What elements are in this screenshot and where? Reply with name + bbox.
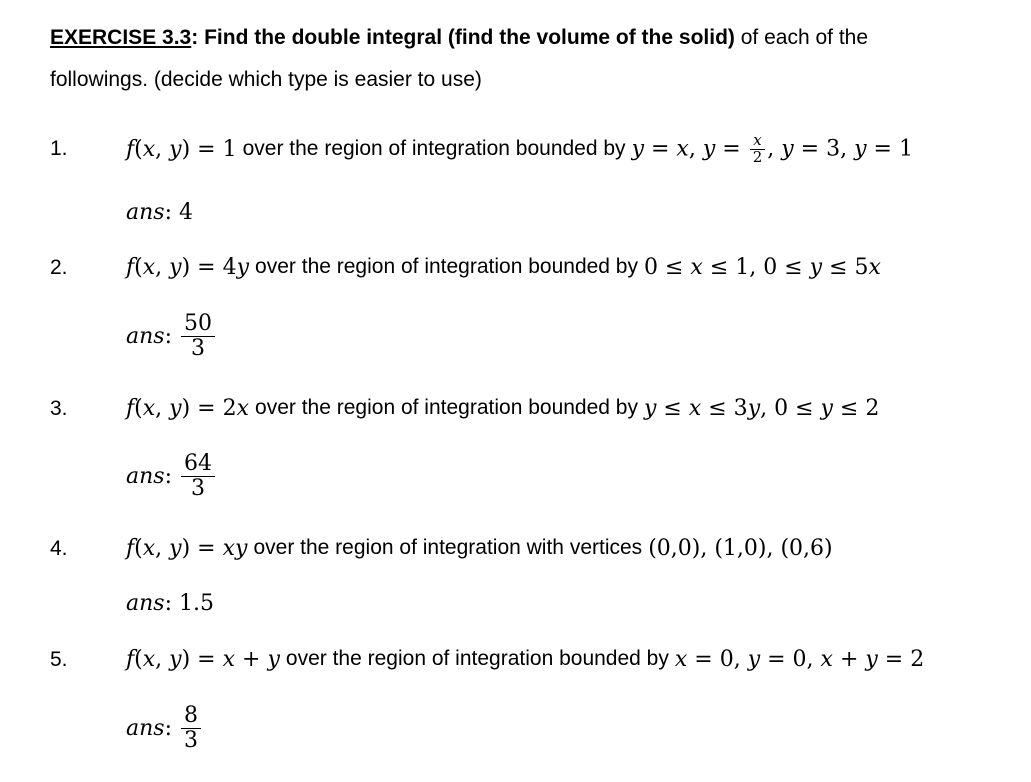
problem-4-statement xyxy=(126,531,833,565)
problem-1-number: 1. xyxy=(50,137,68,160)
problem-2-statement xyxy=(126,250,881,284)
problem-5-statement xyxy=(126,642,924,676)
problem-3-answer: ans : $\frac{64}{3}$ xyxy=(126,444,217,508)
problem-4-region: (0,0), (1,0), (0,6) xyxy=(648,535,833,561)
problem-1-answer: ans : 4 xyxy=(126,199,193,225)
problem-2-answer: ans : $\frac{50}{3}$ xyxy=(126,304,217,368)
problem-1-statement xyxy=(126,124,913,174)
problem-5-answer-denominator: 3 xyxy=(183,727,198,753)
problem-4-answer-value: 1.5 xyxy=(178,590,214,616)
problem-5-answer-numerator: 8 xyxy=(183,703,198,729)
exercise-label: EXERCISE 3.3 xyxy=(50,26,192,49)
problem-5-answer: ans : $\frac{8}{3}$ xyxy=(126,696,203,760)
problem-3-region: y ≤ x ≤ 3y, 0 ≤ y ≤ 2 xyxy=(643,395,880,421)
problem-4-answer: ans : 1.5 xyxy=(126,590,214,616)
problem-1-function: f(x, y) = 1 xyxy=(126,136,237,162)
problem-2-number: 2. xyxy=(50,256,68,279)
problem-5-region: x = 0, y = 0, x + y = 2 xyxy=(674,646,925,672)
problem-4-ans-label: ans xyxy=(126,590,165,616)
problem-4-function: f(x, y) = xy xyxy=(126,535,248,561)
problem-2-answer-fraction xyxy=(181,312,215,359)
problem-3-region-text: over the region of integration bounded by xyxy=(255,396,638,419)
problem-1-region-text: over the region of integration bounded by xyxy=(242,137,626,160)
problem-5-ans-label: ans xyxy=(126,715,165,741)
problem-1-ans-label: ans xyxy=(126,199,165,225)
problem-3-answer-fraction xyxy=(181,452,215,499)
instructions-text: followings. (decide which type is easier to use) xyxy=(50,68,482,91)
exercise-heading xyxy=(50,26,868,50)
problem-4-vertices-text: over the region of integration with vertices xyxy=(253,536,643,559)
problem-3-function: f(x, y) = 2x xyxy=(126,395,250,421)
problem-3-statement xyxy=(126,391,879,425)
problem-5-answer-fraction xyxy=(181,704,201,751)
problem-5-function: f(x, y) = x + y xyxy=(126,646,280,672)
problem-3-ans-label: ans xyxy=(126,463,165,489)
problem-3-number: 3. xyxy=(50,397,68,420)
problem-2-ans-label: ans xyxy=(126,323,165,349)
problem-2-region: 0 ≤ x ≤ 1, 0 ≤ y ≤ 5x xyxy=(644,254,881,280)
heading-colon: : xyxy=(191,26,199,49)
problem-1-fraction-x-over-2: $\frac{x}{2}$ xyxy=(750,133,766,166)
problem-2-region-text: over the region of integration bounded by xyxy=(255,255,638,278)
problem-1-region: y = x, y = $\frac{x}{2}$ , y = 3, y = 1 xyxy=(631,130,913,166)
heading-bold-text: Find the double integral (find the volume of the solid) xyxy=(204,26,735,49)
problem-3-answer-denominator: 3 xyxy=(190,475,205,501)
exercise-instructions xyxy=(50,68,482,92)
problem-2-function: f(x, y) = 4y xyxy=(126,254,250,280)
problem-1-answer-value: 4 xyxy=(178,199,193,225)
problem-5-number: 5. xyxy=(50,648,68,671)
problem-5-region-text: over the region of integration bounded by xyxy=(285,647,669,670)
problem-3-answer-numerator: 64 xyxy=(183,451,212,477)
heading-rest: of each of the xyxy=(740,26,869,49)
problem-4-number: 4. xyxy=(50,537,68,560)
problem-2-answer-denominator: 3 xyxy=(190,335,205,361)
problem-2-answer-numerator: 50 xyxy=(183,311,212,337)
